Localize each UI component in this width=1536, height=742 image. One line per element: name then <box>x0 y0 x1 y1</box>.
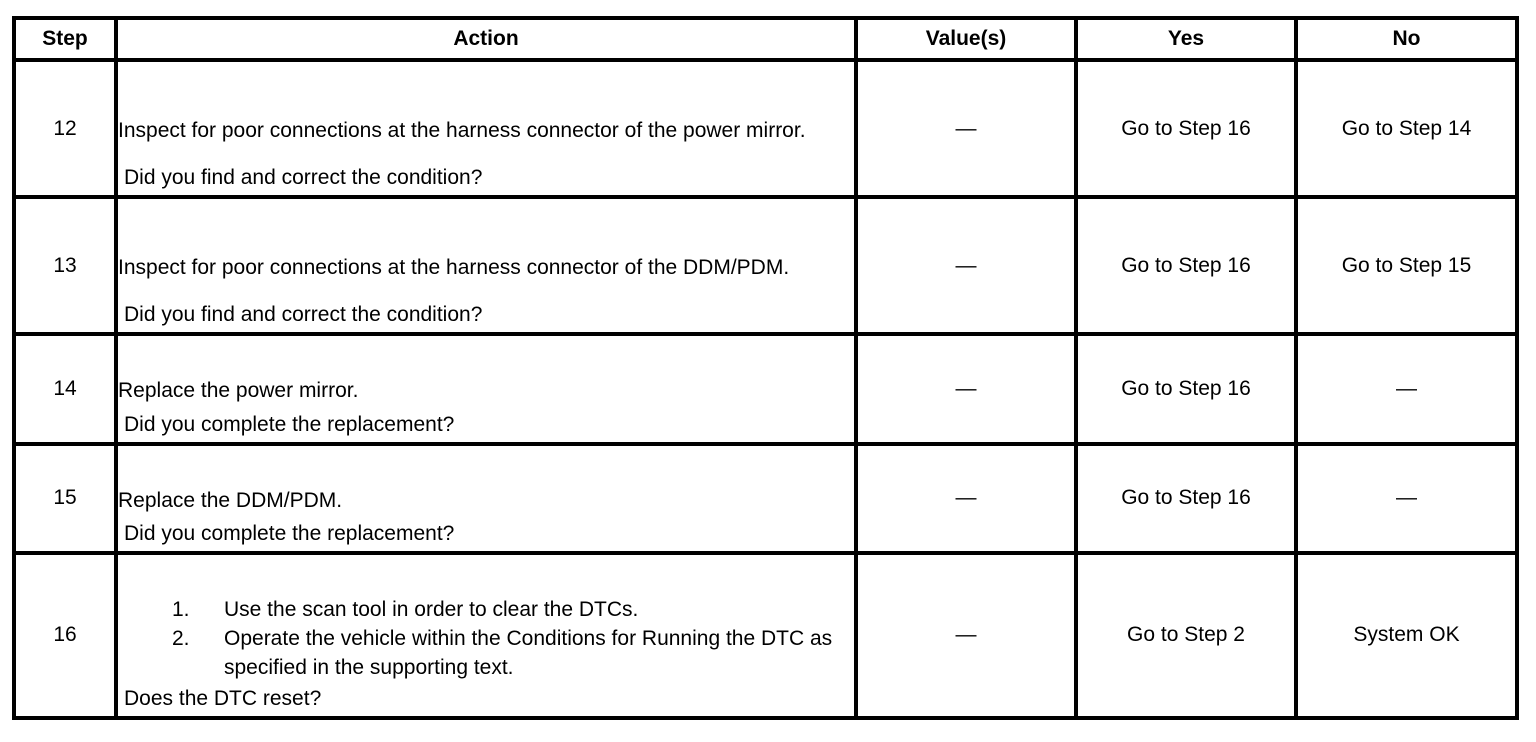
action-cell <box>116 553 856 718</box>
action-question: Did you find and correct the condition? <box>124 303 483 327</box>
action-question: Did you find and correct the condition? <box>124 166 483 190</box>
action-question: Did you complete the replacement? <box>124 412 455 436</box>
yes-cell: Go to Step 16 <box>1076 334 1296 443</box>
no-cell: Go to Step 15 <box>1296 197 1517 334</box>
action-instruction: Replace the DDM/PDM. <box>118 488 343 512</box>
table-row <box>14 444 1517 553</box>
value-cell: — <box>856 334 1076 443</box>
header-step: Step <box>14 18 116 60</box>
action-cell <box>116 60 856 197</box>
value-cell: — <box>856 197 1076 334</box>
step-number: 14 <box>14 334 116 443</box>
step-number: 13 <box>14 197 116 334</box>
substep-item <box>118 624 854 682</box>
value-cell: — <box>856 444 1076 553</box>
substep-text: Use the scan tool in order to clear the DTCs. <box>224 597 639 621</box>
action-cell <box>116 334 856 443</box>
table-row <box>14 334 1517 443</box>
header-yes: Yes <box>1076 18 1296 60</box>
value-cell: — <box>856 60 1076 197</box>
yes-cell: Go to Step 16 <box>1076 60 1296 197</box>
header-row <box>14 18 1517 60</box>
no-cell: Go to Step 14 <box>1296 60 1517 197</box>
yes-cell: Go to Step 16 <box>1076 197 1296 334</box>
action-question: Does the DTC reset? <box>124 687 322 710</box>
step-number: 16 <box>14 553 116 718</box>
action-instruction: Inspect for poor connections at the harness connector of the power mirror. <box>118 119 806 143</box>
no-cell: — <box>1296 334 1517 443</box>
substep-text: Operate the vehicle within the Conditions for Running the DTC as specified in the supporting text. <box>224 626 833 679</box>
substep-number: 2. <box>172 626 190 650</box>
yes-cell: Go to Step 2 <box>1076 553 1296 718</box>
substep-number: 1. <box>172 597 190 621</box>
table-row <box>14 60 1517 197</box>
substep-list <box>118 589 854 682</box>
action-instruction: Inspect for poor connections at the harness connector of the DDM/PDM. <box>118 256 790 280</box>
action-instruction: Replace the power mirror. <box>118 379 359 403</box>
yes-cell: Go to Step 16 <box>1076 444 1296 553</box>
diagnostic-table <box>12 16 1519 720</box>
header-action: Action <box>116 18 856 60</box>
value-cell: — <box>856 553 1076 718</box>
no-cell: — <box>1296 444 1517 553</box>
table-row <box>14 553 1517 718</box>
no-cell: System OK <box>1296 553 1517 718</box>
table-row <box>14 197 1517 334</box>
step-number: 12 <box>14 60 116 197</box>
step-number: 15 <box>14 444 116 553</box>
action-cell <box>116 444 856 553</box>
action-cell <box>116 197 856 334</box>
action-question: Did you complete the replacement? <box>124 521 455 545</box>
substep-item <box>118 595 854 624</box>
header-value: Value(s) <box>856 18 1076 60</box>
header-no: No <box>1296 18 1517 60</box>
